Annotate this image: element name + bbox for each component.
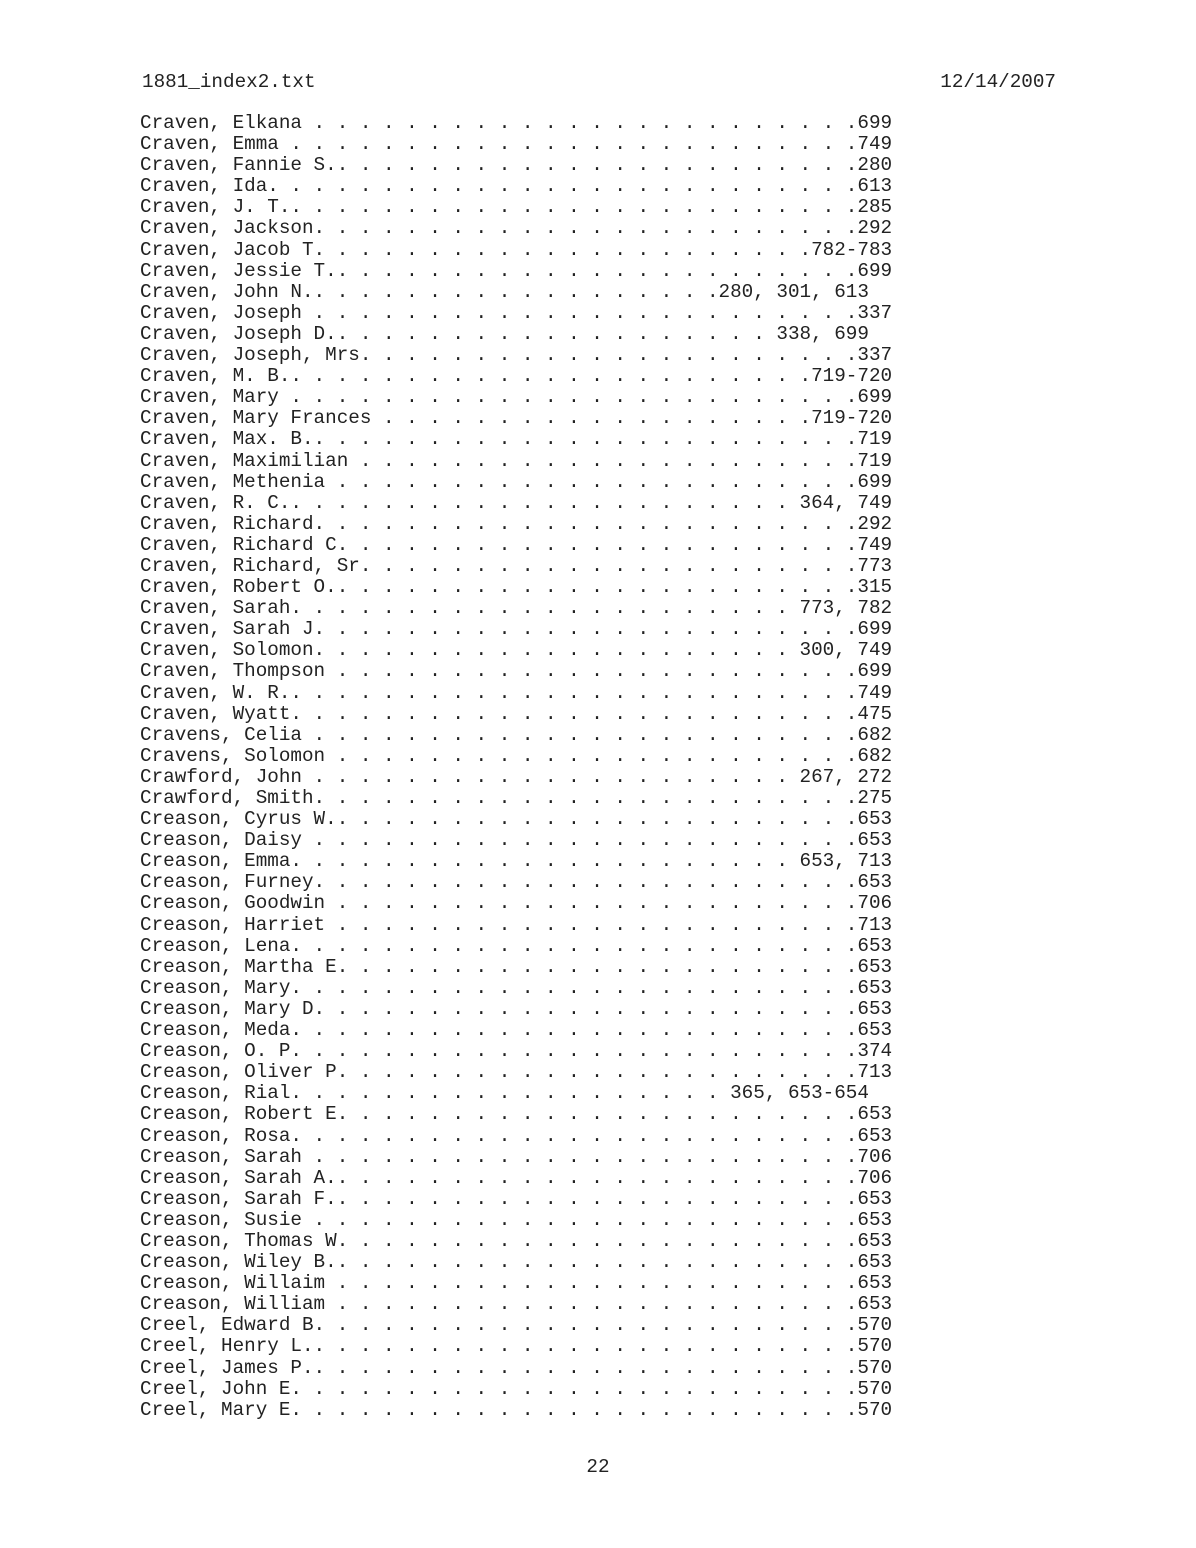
index-entry: Creason, Emma. . . . . . . . . . . . . . . . . . . . . . 653, 713 — [140, 850, 893, 873]
index-entry: Craven, Joseph . . . . . . . . . . . . . . . . . . . . . . . .337 — [140, 301, 893, 324]
index-entry: Creason, Mary. . . . . . . . . . . . . . . . . . . . . . . . .653 — [140, 976, 893, 999]
index-entry: Creel, Mary E. . . . . . . . . . . . . . . . . . . . . . . . .570 — [140, 1398, 893, 1421]
index-entry: Craven, Max. B.. . . . . . . . . . . . . . . . . . . . . . . .719 — [140, 428, 893, 451]
index-entry: Craven, W. R.. . . . . . . . . . . . . . . . . . . . . . . . .749 — [140, 681, 893, 704]
index-entry: Craven, Sarah J. . . . . . . . . . . . . . . . . . . . . . . .699 — [140, 618, 893, 641]
index-entry: Creason, Sarah . . . . . . . . . . . . . . . . . . . . . . . .706 — [140, 1145, 893, 1168]
index-entry: Creel, Henry L.. . . . . . . . . . . . . . . . . . . . . . . .570 — [140, 1335, 893, 1358]
index-entry: Craven, Robert O.. . . . . . . . . . . . . . . . . . . . . . .315 — [140, 576, 893, 599]
index-entry: Creason, Harriet . . . . . . . . . . . . . . . . . . . . . . .713 — [140, 913, 893, 936]
index-entry: Craven, Mary Frances . . . . . . . . . . . . . . . . . . .719-720 — [140, 407, 893, 430]
index-entry: Creason, Rial. . . . . . . . . . . . . . . . . . . 365, 653-654 — [140, 1082, 869, 1105]
index-entry: Creason, Mary D. . . . . . . . . . . . . . . . . . . . . . . .653 — [140, 997, 893, 1020]
index-entry: Craven, Mary . . . . . . . . . . . . . . . . . . . . . . . . .699 — [140, 386, 893, 409]
index-entry: Creason, O. P. . . . . . . . . . . . . . . . . . . . . . . . .374 — [140, 1040, 893, 1063]
index-entry: Creason, Robert E. . . . . . . . . . . . . . . . . . . . . . .653 — [140, 1103, 893, 1126]
index-entry: Crawford, John . . . . . . . . . . . . . . . . . . . . . 267, 272 — [140, 765, 893, 788]
index-entry: Creason, Meda. . . . . . . . . . . . . . . . . . . . . . . . .653 — [140, 1019, 893, 1042]
index-entry: Creason, Cyrus W.. . . . . . . . . . . . . . . . . . . . . . .653 — [140, 808, 893, 831]
index-entry: Craven, Sarah. . . . . . . . . . . . . . . . . . . . . . 773, 782 — [140, 597, 893, 620]
index-entry: Craven, Richard C. . . . . . . . . . . . . . . . . . . . . . .749 — [140, 533, 893, 556]
index-entry: Craven, Elkana . . . . . . . . . . . . . . . . . . . . . . . .699 — [140, 112, 893, 134]
index-entry: Creason, Daisy . . . . . . . . . . . . . . . . . . . . . . . .653 — [140, 829, 893, 852]
index-entry: Craven, Fannie S.. . . . . . . . . . . . . . . . . . . . . . .280 — [140, 154, 893, 177]
index-entry: Crawford, Smith. . . . . . . . . . . . . . . . . . . . . . . .275 — [140, 787, 893, 809]
index-entry: Craven, Wyatt. . . . . . . . . . . . . . . . . . . . . . . . .475 — [140, 702, 893, 725]
index-entry: Creel, John E. . . . . . . . . . . . . . . . . . . . . . . . .570 — [140, 1377, 893, 1400]
index-entry: Craven, Ida. . . . . . . . . . . . . . . . . . . . . . . . . .613 — [140, 175, 893, 198]
page-number: 22 — [586, 1456, 610, 1478]
index-entry: Creason, Wiley B.. . . . . . . . . . . . . . . . . . . . . . .653 — [140, 1251, 893, 1274]
index-entry: Creason, Furney. . . . . . . . . . . . . . . . . . . . . . . .653 — [140, 871, 893, 894]
index-entry: Creel, Edward B. . . . . . . . . . . . . . . . . . . . . . . .570 — [140, 1314, 893, 1337]
index-entry: Creason, William . . . . . . . . . . . . . . . . . . . . . . .653 — [140, 1293, 893, 1316]
index-entry: Creason, Oliver P. . . . . . . . . . . . . . . . . . . . . . .713 — [140, 1061, 893, 1084]
index-entry: Craven, John N.. . . . . . . . . . . . . . . . . .280, 301, 613 — [140, 280, 869, 303]
page-header — [142, 70, 1056, 94]
index-entry: Craven, Richard, Sr. . . . . . . . . . . . . . . . . . . . . .773 — [140, 554, 893, 577]
index-entry: Craven, Joseph, Mrs. . . . . . . . . . . . . . . . . . . . . .337 — [140, 344, 893, 367]
document-filename: 1881_index2.txt — [142, 71, 316, 93]
index-entry: Craven, Jacob T. . . . . . . . . . . . . . . . . . . . . .782-783 — [140, 238, 893, 261]
index-entry: Creason, Susie . . . . . . . . . . . . . . . . . . . . . . . .653 — [140, 1208, 893, 1231]
document-date: 12/14/2007 — [940, 71, 1056, 93]
index-entry: Creason, Willaim . . . . . . . . . . . . . . . . . . . . . . .653 — [140, 1272, 893, 1295]
index-entry: Craven, J. T.. . . . . . . . . . . . . . . . . . . . . . . . .285 — [140, 196, 893, 219]
index-entry: Craven, Solomon. . . . . . . . . . . . . . . . . . . . . 300, 749 — [140, 639, 893, 662]
index-entry: Creason, Martha E. . . . . . . . . . . . . . . . . . . . . . .653 — [140, 955, 893, 978]
index-entry: Craven, R. C.. . . . . . . . . . . . . . . . . . . . . . 364, 749 — [140, 491, 893, 514]
index-list — [140, 113, 892, 1421]
index-entry: Creason, Lena. . . . . . . . . . . . . . . . . . . . . . . . .653 — [140, 934, 893, 957]
index-entry: Craven, Emma . . . . . . . . . . . . . . . . . . . . . . . . .749 — [140, 133, 893, 156]
index-entry: Craven, Jessie T.. . . . . . . . . . . . . . . . . . . . . . .699 — [140, 259, 893, 282]
index-entry: Creason, Sarah F.. . . . . . . . . . . . . . . . . . . . . . .653 — [140, 1187, 893, 1210]
index-entry: Creason, Sarah A.. . . . . . . . . . . . . . . . . . . . . . .706 — [140, 1166, 893, 1189]
index-entry: Craven, Joseph D.. . . . . . . . . . . . . . . . . . . 338, 699 — [140, 322, 869, 345]
index-entry: Creason, Rosa. . . . . . . . . . . . . . . . . . . . . . . . .653 — [140, 1124, 893, 1147]
index-entry: Craven, M. B.. . . . . . . . . . . . . . . . . . . . . . .719-720 — [140, 365, 893, 388]
index-entry: Craven, Jackson. . . . . . . . . . . . . . . . . . . . . . . .292 — [140, 217, 893, 240]
index-entry: Creason, Goodwin . . . . . . . . . . . . . . . . . . . . . . .706 — [140, 892, 893, 915]
index-entry: Creel, James P.. . . . . . . . . . . . . . . . . . . . . . . .570 — [140, 1356, 893, 1379]
index-entry: Craven, Methenia . . . . . . . . . . . . . . . . . . . . . . .699 — [140, 470, 893, 493]
index-entry: Craven, Thompson . . . . . . . . . . . . . . . . . . . . . . .699 — [140, 660, 893, 683]
index-entry: Cravens, Celia . . . . . . . . . . . . . . . . . . . . . . . .682 — [140, 723, 893, 746]
index-entry: Creason, Thomas W. . . . . . . . . . . . . . . . . . . . . . .653 — [140, 1229, 893, 1252]
index-entry: Craven, Richard. . . . . . . . . . . . . . . . . . . . . . . .292 — [140, 512, 893, 535]
index-entry: Cravens, Solomon . . . . . . . . . . . . . . . . . . . . . . .682 — [140, 744, 893, 767]
index-entry: Craven, Maximilian . . . . . . . . . . . . . . . . . . . . . .719 — [140, 449, 893, 472]
